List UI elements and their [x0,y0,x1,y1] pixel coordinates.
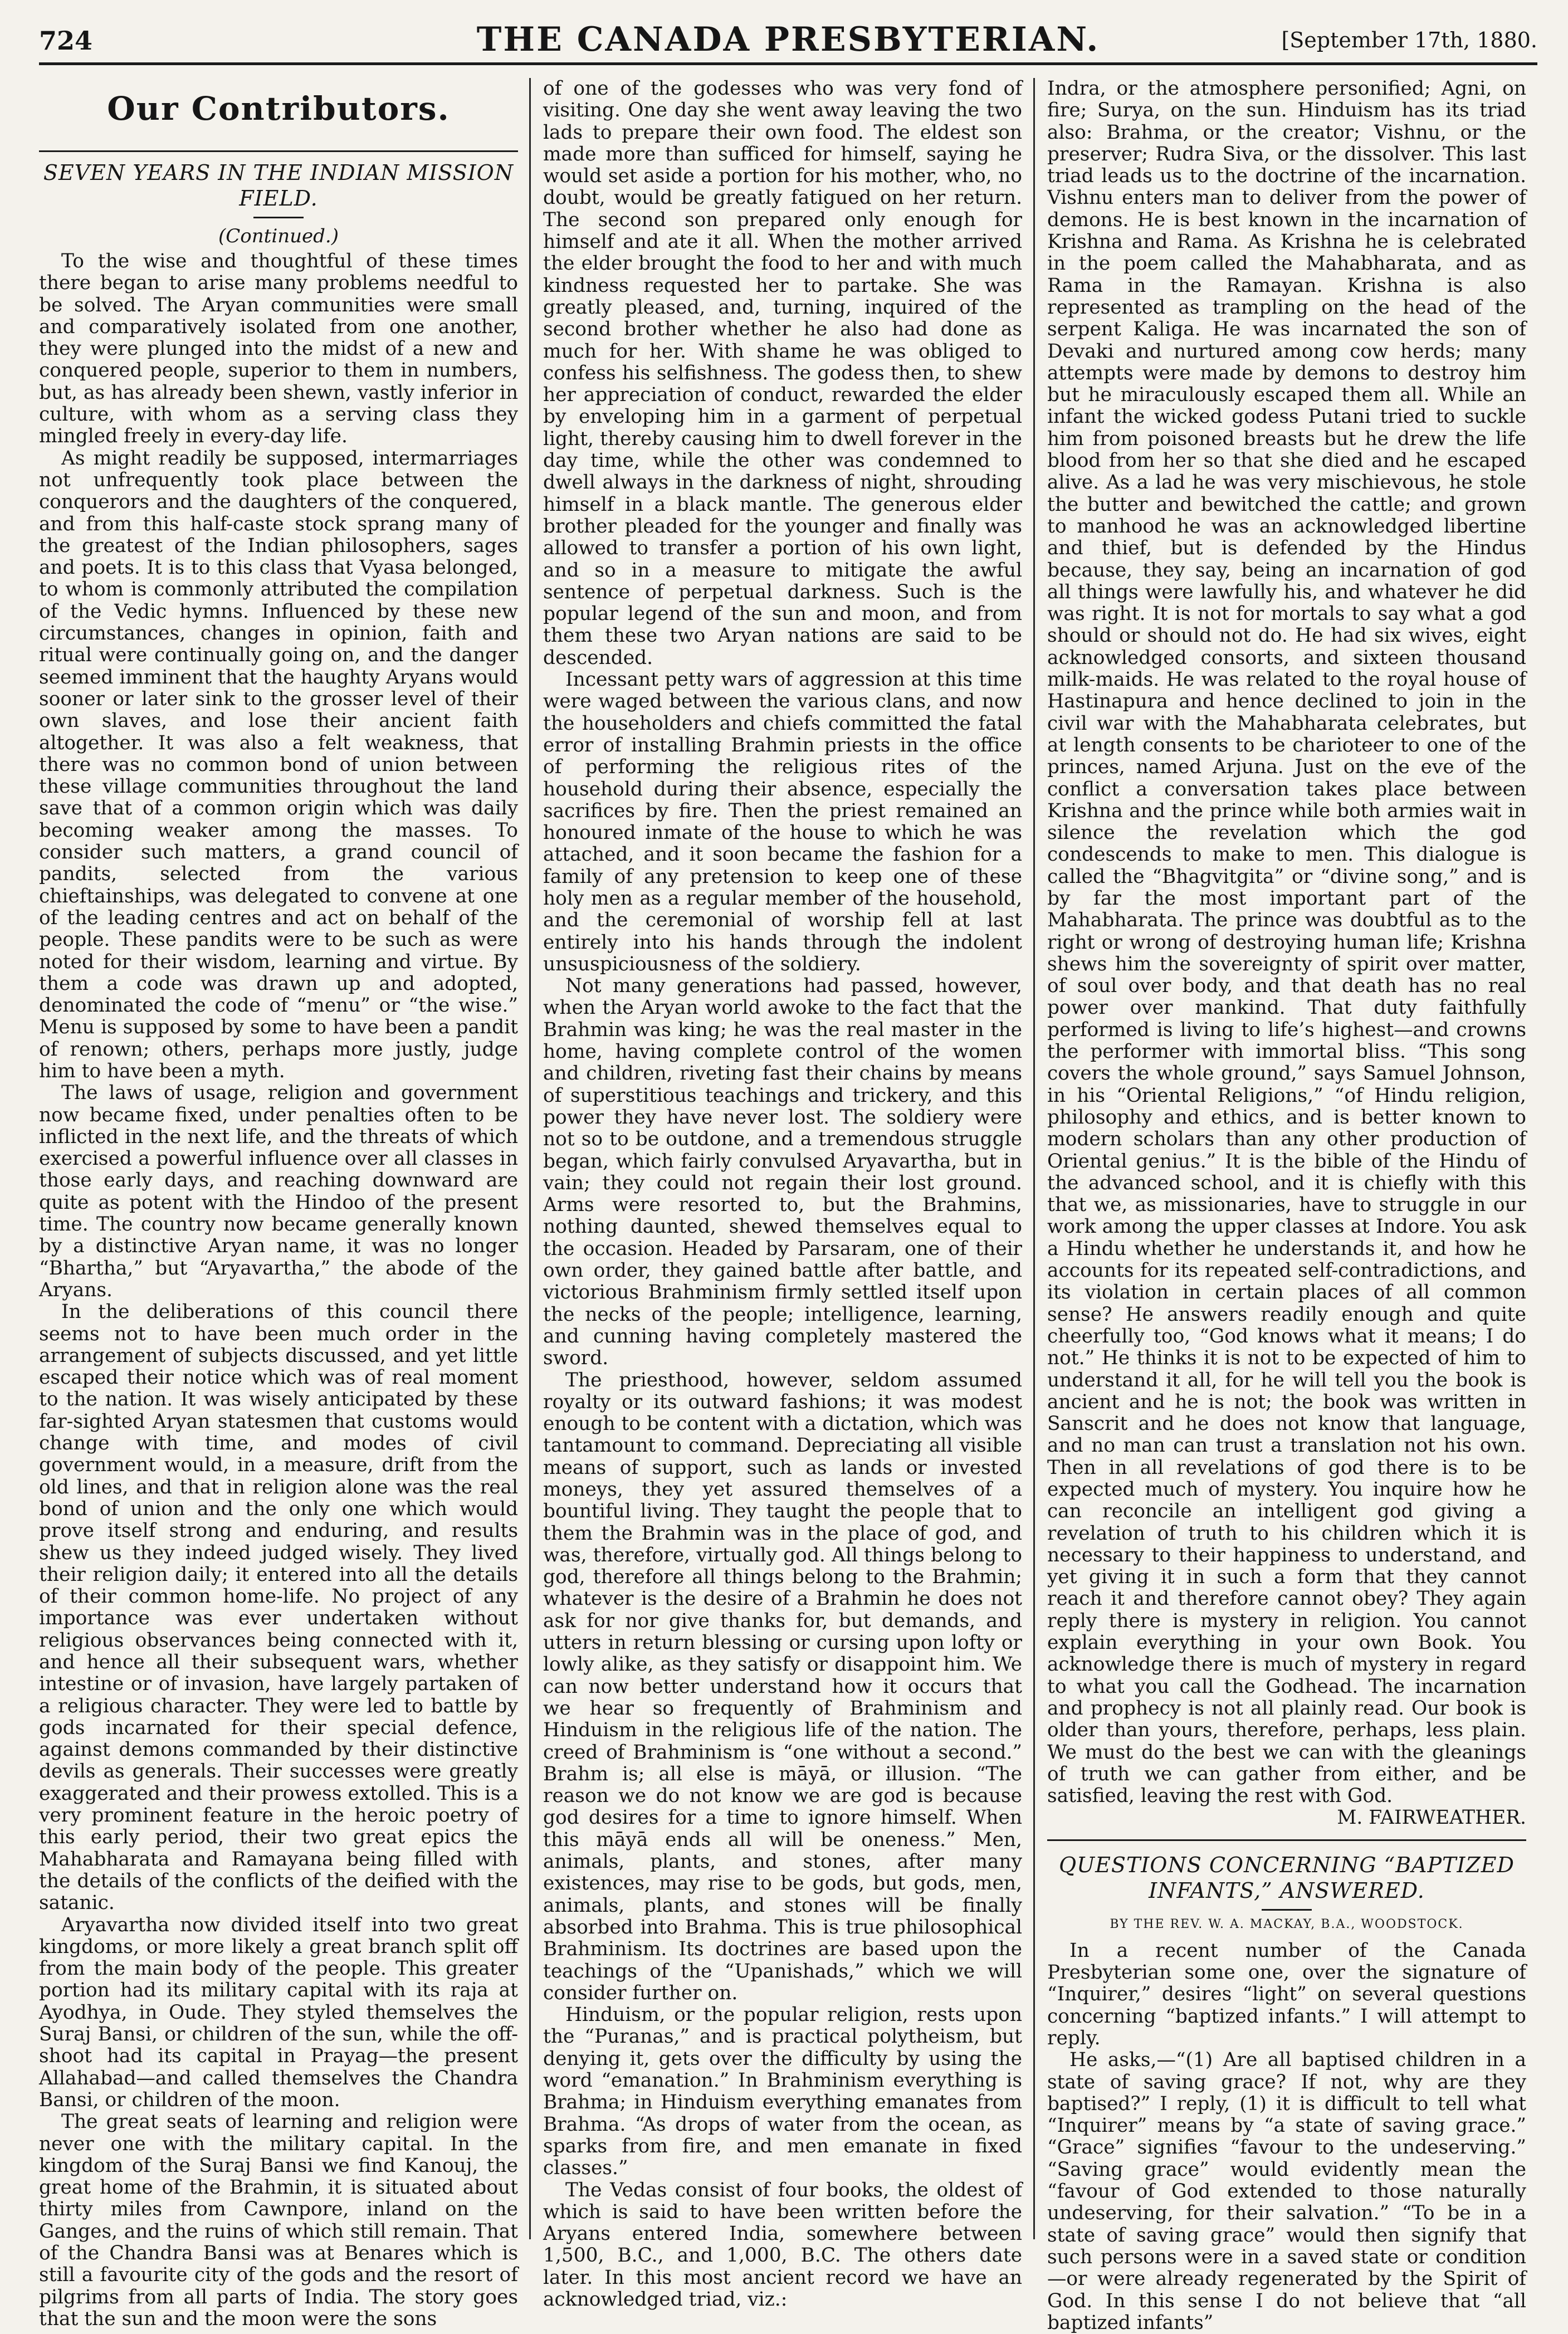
paragraph: In the deliberations of this council there seems not to have been much order in the arrangement of subjects discussed, and yet little escaped their notice which was of real moment to the nation. It was wisely anticipated by these far-sighted Aryan statesmen that customs would change with time, and modes of civil government would, in a measure, drift from the old lines, and that in religion alone was the real bond of union and the only one which would prove itself strong and enduring, and results shew us they indeed judged wisely. They lived their religion daily; it entered into all the details of their common home-life. No project of any importance was ever undertaken without religious observances being connected with it, and hence all their subsequent wars, whether intestine or of invasion, have largely partaken of a religious character. They were led to battle by gods incarnated for their special defence, against demons commanded by their distinctive devils as generals. Their successes were greatly exaggerated and their prowess extolled. This is a very prominent feature in the heroic poetry of this early period, their two great epics the Mahabharata and Ramayana being filled with the details of the conflicts of the deified with the satanic. [39,1301,518,1915]
article-title: QUESTIONS CONCERNING “BAPTIZED INFANTS,” ANSWERED. [1059,1852,1515,1903]
column-3 [1047,77,1526,2334]
paragraph: In a recent number of the Canada Presbyterian some one, over the signature of “Inquirer,” desires “light” on several questions concerning “baptized infants.” I will attempt to reply. [1047,1939,1526,2049]
column-1 [39,78,518,2330]
column-2 [543,77,1022,2311]
section-heading: Our Contributors. [107,90,450,128]
continued-note: (Continued.) [218,225,339,247]
paragraph: Incessant petty wars of aggression at this time were waged between the various clans, and now the householders and chiefs committed the fatal error of installing Brahmin priests in the office of performing the religious rites of the household during their absence, especially the sacrifices by fire. Then the priest remained an honoured inmate of the house to which he was attached, and it soon became the fashion for a family of any pretension to keep one of these holy men as a regular member of the household, and the ceremonial of worship fell at last entirely into his hands through the indolent unsuspiciousness of the soldiery. [543,668,1022,975]
byline: BY THE REV. W. A. MACKAY, B.A., WOODSTOCK. [1110,1917,1464,1931]
masthead [39,16,1537,62]
paragraph: Not many generations had passed, however, when the Aryan world awoke to the fact that the Brahmin was king; he was the real master in the home, having complete control of the women and children, riveting fast their chains by means of superstitious teachings and trickery, and this power they have never lost. The soldiery were not so to be outdone, and a tremendous struggle began, which fairly convulsed Aryavartha, but in vain; they could not regain their lost ground. Arms were resorted to, but the Brahmins, nothing daunted, shewed themselves equal to the occasion. Headed by Parsaram, one of their own order, they gained battle after battle, and victorious Brahminism firmly settled itself upon the necks of the people; intelligence, learning, and cunning having completely mastered the sword. [543,975,1022,1370]
paragraph: The priesthood, however, seldom assumed royalty or its outward fashions; it was modest enough to be content with a dictation, which was tantamount to command. Depreciating all visible means of support, such as lands or invested moneys, they yet assured themselves of a bountiful living. They taught the people that to them the Brahmin was in the place of god, and was, therefore, virtually god. All things belong to god, therefore all things belong to the Brahmin; whatever is the desire of a Brahmin he does not ask for nor give thanks for, but demands, and utters in return blessing or cursing upon lofty or lowly alike, as they satisfy or disappoint him. We can now better understand how it occurs that we hear so frequently of Brahminism and Hinduism in the religious life of the nation. The creed of Brahminism is “one without a second.” Brahm is; all else is māyā, or illusion. “The reason we do not know we are god is because god desires for a time to ignore himself. When this māyā ends all will be oneness.” Men, animals, plants, and stones, after many existences, may rise to be gods, but gods, men, animals, plants, and stones will be finally absorbed into Brahma. This is true philosophical Brahminism. Its doctrines are based upon the teachings of the “Upanishads,” which we will consider further on. [543,1369,1022,2004]
masthead-rule [39,62,1537,65]
article-rule [1047,1839,1526,1841]
title-rule [1262,1909,1312,1911]
paragraph: of one of the godesses who was very fond of visiting. One day she went away leaving the two lads to prepare their own food. The eldest son made more than sufficed for himself, saying he would set aside a portion for his mother, who, no doubt, would be greatly fatigued on her return. The second son prepared only enough for himself and ate it all. When the mother arrived the elder brought the food to her and with much kindness requested her to partake. She was greatly pleased, and, turning, inquired of the second brother whether he also had done as much for her. With shame he was obliged to confess his selfishness. The godess then, to shew her appreciation of conduct, rewarded the elder by enveloping him in a garment of perpetual light, thereby causing him to dwell forever in the day time, while the other was condemned to dwell always in the darkness of night, shrouding himself in a black mantle. The generous elder brother pleaded for the younger and finally was allowed to transfer a portion of his own light, and so in a measure to mitigate the awful sentence of perpetual darkness. Such is the popular legend of the sun and moon, and from them these two Aryan nations are said to be descended. [543,77,1022,669]
author-signature: M. FAIRWEATHER. [1337,1806,1526,1829]
paragraph: To the wise and thoughtful of these times there began to arise many problems needful to be solved. The Aryan communities were small and comparatively isolated from one another, they were plunged into the midst of a new and conquered people, superior to them in numbers, but, as has already been shewn, vastly inferior in culture, with whom as a serving class they mingled freely in every-day life. [39,250,518,448]
title-rule [253,217,304,218]
paragraph: Aryavartha now divided itself into two great kingdoms, or more likely a great branch split off from the main body of the people. This greater portion had its military capital with its raja at Ayodhya, in Oude. They styled themselves the Suraj Bansi, or children of the sun, while the off-shoot had its capital in Prayag—the present Allahabad—and called themselves the Chandra Bansi, or children of the moon. [39,1913,518,2111]
paragraph: The great seats of learning and religion were never one with the military capital. In the kingdom of the Suraj Bansi we find Kanouj, the great home of the Brahmin, it is situated about thirty miles from Cawnpore, inland on the Ganges, and the ruins of which still remain. That of the Chandra Bansi was at Benares which is still a favourite city of the gods and the resort of pilgrims from all parts of India. The story goes that the sun and the moon were the sons [39,2111,518,2330]
column-divider [529,78,531,2239]
paragraph: He asks,—“(1) Are all baptised children in a state of saving grace? If not, why are they baptised?” I reply, (1) it is difficult to tell what “Inquirer” means by “a state of saving grace.” “Grace” signifies “favour to the undeserving.” “Saving grace” would evidently mean the “favour of God extended to those naturally undeserving, for their salvation.” “To be in a state of saving grace” would then signify that such persons were in a saved state or condition—or were already regenerated by the Spirit of God. In this sense I do not believe that “all baptized infants” [1047,2049,1526,2334]
paragraph: The Vedas consist of four books, the oldest of which is said to have been written before the Aryans entered India, somewhere between 1,500, B.C., and 1,000, B.C. The others date later. In this most ancient record we have an acknowledged triad, viz.: [543,2179,1022,2311]
column-divider [1033,78,1035,2239]
article-title: SEVEN YEARS IN THE INDIAN MISSION FIELD. [43,160,514,211]
publication-title: THE CANADA PRESBYTERIAN. [476,20,1100,59]
paragraph: The laws of usage, religion and government now became fixed, under penalties often to be inflicted in the next life, and the threats of which exercised a powerful influence over all classes in those early days, and reaching downward are quite as potent with the Hindoo of the present time. The country now became generally known by a distinctive Aryan name, it was no longer “Bhartha,” but “Aryavartha,” the abode of the Aryans. [39,1082,518,1301]
paragraph: Indra, or the atmosphere personified; Agni, on fire; Surya, on the sun. Hinduism has its triad also: Brahma, or the creator; Vishnu, or the preserver; Rudra Siva, or the dissolver. This last triad leads us to the doctrine of the incarnation. Vishnu enters man to deliver from the power of demons. He is best known in the incarnation of Krishna and Rama. As Krishna he is celebrated in the poem called the Mahabharata, and as Rama in the Ramayan. Krishna is also represented as trampling on the head of the serpent Kaliga. He was incarnated the son of Devaki and nurtured among cow herds; many attempts were made by demons to destroy him but he miraculously escaped them all. While an infant the wicked godess Putani tried to suckle him from poisoned breasts but he drew the life blood from her so that she died and he escaped alive. As a lad he was very mischievous, he stole the butter and bewitched the cattle; and grown to manhood he was an acknowledged libertine and thief, but is defended by the Hindus because, they say, being an incarnation of god all things were lawfully his, and whatever he did was right. It is not for mortals to say what a god should or should not do. He had six wives, eight acknowledged consorts, and sixteen thousand milk-maids. He was related to the royal house of Hastinapura and hence declined to join in the civil war with the Mahabharata celebrates, but at length consents to be charioteer to one of the princes, named Arjuna. Just on the eve of the conflict a conversation takes place between Krishna and the prince while both armies wait in silence the revelation which the god condescends to make to men. This dialogue is called the “Bhagvitgita” or “divine song,” and is by far the most important part of the Mahabharata. The prince was doubtful as to the right or wrong of destroying human life; Krishna shews him the sovereignty of spirit over matter, of soul over body, and that death has no real power over mankind. That duty faithfully performed is living to life’s highest—and crowns the performer with immortal bliss. “This song covers the whole ground,” says Samuel Johnson, in his “Oriental Religions,” “of Hindu religion, philosophy and ethics, and is better known to modern scholars than any other production of Oriental genius.” It is the bible of the Hindu of the advanced school, and it is chiefly with this that we, as missionaries, have to struggle in our work among the upper classes at Indore. You ask a Hindu whether he understands it, and how he accounts for its repeated self-contradictions, and its violation in certain places of all common sense? He answers readily enough and quite cheerfully too, “God knows what it means; I do not.” He thinks it is not to be expected of him to understand it all, for he will tell you the book is ancient and he is not; the book was written in Sanscrit and he does not know that language, and no man can trust a translation not his own. Then in all revelations of god there is to be expected much of mystery. You inquire how he can reconcile an intelligent god giving a revelation of truth to his children which it is necessary to their happiness to understand, and yet giving it in such a form that they cannot reach it and therefore cannot obey? They again reply there is mystery in religion. You cannot explain everything in your own Book. You acknowledge there is much of mystery in regard to what you call the Godhead. The incarnation and prophecy is not all plainly read. Our book is older than yours, therefore, perhaps, less plain. We must do the best we can with the gleanings of truth we can gather from either, and be satisfied, leaving the rest with God. [1047,77,1526,1808]
issue-date: [September 17th, 1880. [1281,28,1537,52]
paragraph: Hinduism, or the popular religion, rests upon the “Puranas,” and is practical polytheism, but denying it, gets over the difficulty by using the word “emanation.” In Brahminism everything is Brahma; in Hinduism everything emanates from Brahma. “As drops of water from the ocean, as sparks from fire, and men emanate in fixed classes.” [543,2004,1022,2180]
paragraph: As might readily be supposed, intermarriages not unfrequently took place between the conquerors and the daughters of the conquered, and from this half-caste stock sprang many of the greatest of the Indian philosophers, sages and poets. It is to this class that Vyasa belonged, to whom is commonly attributed the compilation of the Vedic hymns. Influenced by these new circumstances, changes in opinion, faith and ritual were continually going on, and the danger seemed imminent that the haughty Aryans would sooner or later sink to the grosser level of their own slaves, and lose their ancient faith altogether. It was also a felt weakness, that there was no common bond of union between these village communities throughout the land save that of a common origin which was daily becoming weaker among the masses. To consider such matters, a grand council of pandits, selected from the various chieftainships, was delegated to convene at one of the leading centres and act on behalf of the people. These pandits were to be such as were noted for their wisdom, learning and virtue. By them a code was drawn up and adopted, denominated the code of “menu” or “the wise.” Menu is supposed by some to have been a pandit of renown; others, perhaps more justly, judge him to have been a myth. [39,447,518,1082]
page-number: 724 [39,26,93,56]
heading-rule [39,150,518,152]
